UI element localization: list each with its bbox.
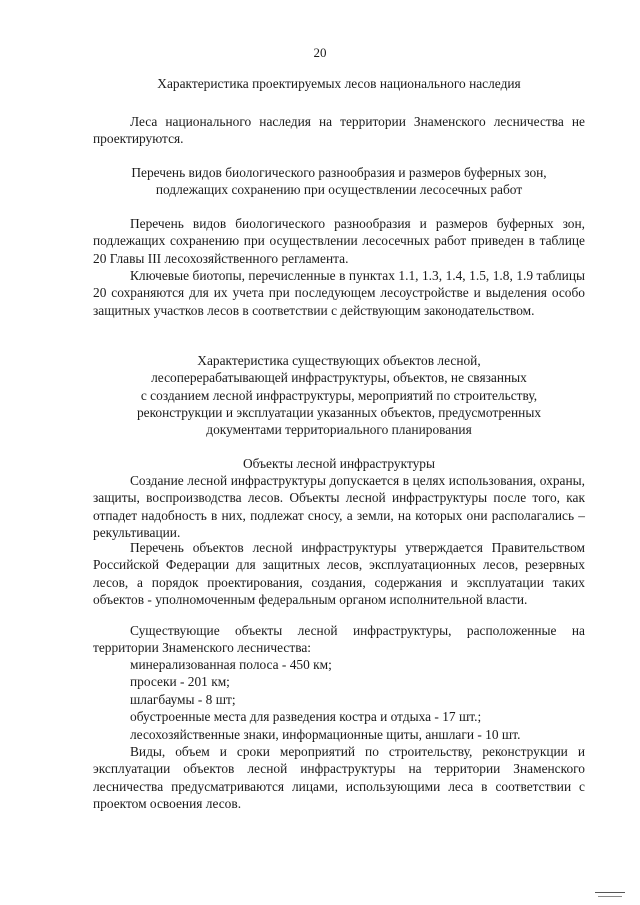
heading-infrastructure-characteristics [93,352,585,438]
list-item: лесохозяйственные знаки, информационные щиты, аншлаги - 10 шт. [130,726,521,742]
paragraph-activities: Виды, объем и сроки мероприятий по строительству, реконструкции и эксплуатации объектов лесной инфраструктуры на территории Знаменского лесничества предусматриваются лицами, использующими леса в соответствии с проектом освоения лесов. [93,744,585,811]
heading-biodiversity-line-1: Перечень видов биологического разнообразия и размеров буферных зон, [131,165,547,180]
list-item: минерализованная полоса - 450 км; [130,657,332,672]
paragraph-key-biotopes: Ключевые биотопы, перечисленные в пунктах 1.1, 1.3, 1.4, 1.5, 1.8, 1.9 таблицы 20 сохраняются для их учета при последующем лесоустройстве и выделения особо защитных участков лесов в соответствии с действующим законодательством. [93,268,585,318]
list-item: просеки - 201 км; [130,674,230,690]
signature-mark [595,892,625,893]
heading-forest-infrastructure-objects: Объекты лесной инфраструктуры [242,456,436,471]
paragraph-biodiversity-list: Перечень видов биологического разнообразия и размеров буферных зон, подлежащих сохранению при осуществлении лесосечных работ приведен в таблице 20 Главы III лесохозяйственного регламента. [93,216,585,266]
page-number: 20 [313,45,327,60]
paragraph-existing-objects: Существующие объекты лесной инфраструктуры, расположенные на территории Знаменского лесничества: [93,623,585,656]
paragraph-national-heritage: Леса национального наследия на территории Знаменского лесничества не проектируются. [93,114,585,147]
heading-infrastructure-line-4: реконструкции и эксплуатации указанных объектов, предусмотренных [136,404,542,420]
list-item: шлагбаумы - 8 шт; [130,691,236,707]
list-item: обустроенные места для разведения костра и отдыха - 17 шт.; [130,709,482,725]
heading-infrastructure-line-1: Характеристика существующих объектов лесной, [197,353,481,368]
signature-underline [598,896,622,897]
heading-infrastructure-line-2: лесоперерабатывающей инфраструктуры, объектов, не связанных [151,370,527,386]
heading-biodiversity [93,164,585,199]
paragraph-infrastructure-approval: Перечень объектов лесной инфраструктуры утверждается Правительством Российской Федерации для защитных лесов, эксплуатационных лесов, резервных лесов, а порядок проектирования, создания, содержания и эксплуатации таких объектов - уполномоченным федеральным органом исполнительной власти. [93,540,585,607]
heading-infrastructure-line-5: документами территориального планирования [206,422,472,438]
heading-biodiversity-line-2: подлежащих сохранению при осуществлении лесосечных работ [155,182,523,198]
infrastructure-list [130,656,585,743]
heading-infrastructure-line-3: с созданием лесной инфраструктуры, мероприятий по строительству, [140,387,538,403]
heading-national-heritage: Характеристика проектируемых лесов национального наследия [157,76,521,91]
paragraph-infrastructure-creation: Создание лесной инфраструктуры допускается в целях использования, охраны, защиты, воспроизводства лесов. Объекты лесной инфраструктуры после того, как отпадет надобность в них, подлежат сносу, а земли, на которых они располагались – рекультивации. [93,473,585,540]
